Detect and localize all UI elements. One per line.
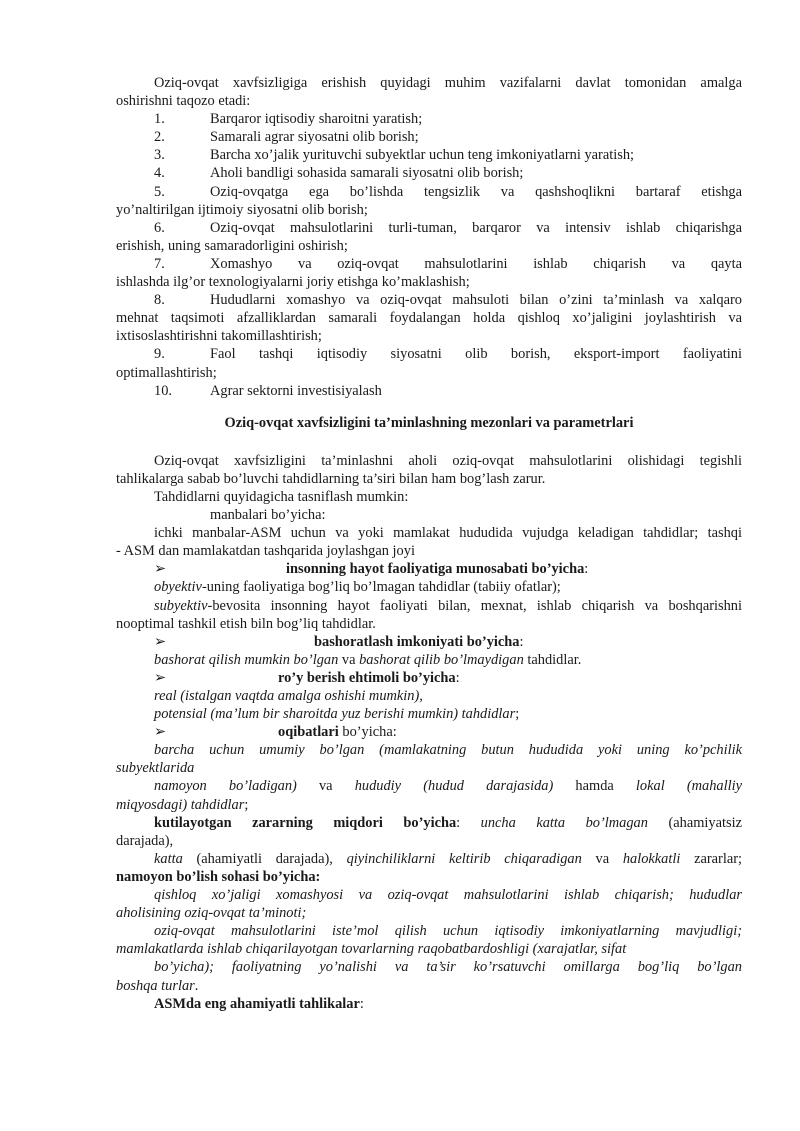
- item-text: Hududlarni xomashyo va oziq-ovqat mahsuloti bilan o’zini ta’minlash va xalqaro: [210, 292, 742, 309]
- arrow-bullet-icon: ➢: [154, 633, 167, 650]
- paragraph: [116, 958, 742, 976]
- paragraph: [116, 452, 742, 470]
- paragraph: potensial (ma’lum bir sharoitda yuz berishi mumkin) tahdidlar;: [154, 706, 520, 723]
- text: tahdidlar.: [523, 651, 582, 668]
- bold-line: namoyon bo’lish sohasi bo’yicha:: [116, 868, 321, 885]
- paragraph: [116, 886, 742, 904]
- italic-text: bashorat qilib bo’lmaydigan: [359, 651, 524, 668]
- paragraph-line: subyektlarida: [116, 760, 195, 777]
- paragraph-line: ichki manbalar-ASM uchun va yoki mamlakat hududida vujudga keladigan tahdidlar; tashqi: [154, 525, 742, 542]
- text: hamda: [553, 778, 636, 795]
- italic-text: qiyinchiliklarni keltirib chiqaradigan: [346, 850, 582, 867]
- text: va: [296, 778, 355, 795]
- intro-line: Oziq-ovqat xavfsizligiga erishish quyidagi muhim vazifalarni davlat tomonidan amalga: [154, 75, 742, 91]
- bullet-heading: bashoratlash imkoniyati bo’yicha: [314, 633, 520, 650]
- paragraph-line: darajada),: [116, 832, 174, 849]
- item-text: Barcha xo’jalik yurituvchi subyektlar uchun teng imkoniyatlarni yaratish;: [210, 147, 635, 164]
- paragraph-line: barcha uchun umumiy bo’lgan (mamlakatning butun hududida yoki uning ko’pchilik: [154, 742, 742, 759]
- bullet-item: ➢ bashoratlash imkoniyati bo’yicha:: [154, 633, 524, 650]
- arrow-bullet-icon: ➢: [154, 561, 167, 578]
- classification-label: manbalari bo’yicha:: [210, 507, 326, 524]
- bold-text: kutilayotgan zararning miqdori bo’yicha: [154, 814, 457, 831]
- list-item: [116, 219, 742, 237]
- item-text: Samarali agrar siyosatni olib borish;: [210, 129, 419, 146]
- italic-text: potensial (ma’lum bir sharoitda yuz berishi mumkin) tahdidlar: [154, 706, 516, 723]
- item-text: Oziq-ovqatga ega bo’lishda tengsizlik va qashshoqlikni bartaraf etishga: [210, 183, 742, 200]
- item-number: 3.: [154, 147, 165, 164]
- italic-text: uncha katta bo’lmagan: [480, 814, 648, 831]
- paragraph-line: miqyosdagi) tahdidlar;: [116, 796, 249, 813]
- list-item: [116, 128, 742, 146]
- paragraph: [116, 578, 742, 596]
- list-item: [116, 183, 742, 201]
- paragraph-line: - ASM dan mamlakatdan tashqarida joylashgan joyi: [116, 543, 415, 560]
- italic-text: namoyon bo’ladigan): [154, 778, 297, 795]
- bullet-item: [116, 723, 742, 741]
- list-item: [116, 382, 742, 400]
- paragraph-line: nooptimal tashkil etish biln bog’liq tahdidlar.: [116, 615, 376, 632]
- item-text-cont: erishish, uning samaradorligini oshirish;: [116, 237, 348, 254]
- item-text-cont: optimallashtirish;: [116, 364, 217, 381]
- list-item: [116, 345, 742, 363]
- italic-text: miqyosdagi) tahdidlar: [116, 796, 245, 813]
- paragraph-line: mamlakatlarda ishlab chiqarilayotgan tovarlarning raqobatbardoshligi (xarajatlar, sifat: [116, 941, 627, 958]
- list-item: [116, 146, 742, 164]
- paragraph-line: boshqa turlar.: [116, 977, 199, 994]
- arrow-bullet-icon: ➢: [154, 724, 167, 741]
- intro-paragraph: [116, 74, 742, 92]
- term: obyektiv: [154, 579, 202, 596]
- text: bo’yicha:: [338, 724, 397, 741]
- list-item: [116, 291, 742, 309]
- item-number: 9.: [154, 346, 165, 363]
- bullet-heading: oqibatlari: [278, 724, 339, 741]
- item-number: 6.: [154, 219, 165, 236]
- paragraph-line: qishloq xo’jaligi xomashyosi va oziq-ovqat mahsulotlarini ishlab chiqarish; hududlar: [154, 887, 742, 904]
- bullet-item: ➢ insonning hayot faoliyatiga munosabati bo’yicha:: [154, 561, 589, 578]
- text: va: [581, 850, 623, 867]
- text: (ahamiyatli darajada),: [182, 850, 347, 867]
- paragraph-line: oziq-ovqat mahsulotlarini iste’mol qilish uchun iqtisodiy imkoniyatlarning mavjudligi;: [154, 923, 742, 940]
- item-number: 4.: [154, 165, 165, 182]
- item-text-cont: yo’naltirilgan ijtimoiy siyosatni olib borish;: [116, 201, 368, 218]
- item-text: Agrar sektorni investisiyalash: [210, 382, 382, 399]
- italic-text: bashorat qilish mumkin bo’lgan: [154, 651, 339, 668]
- definition: -uning faoliyatiga bog’liq bo’lmagan tahdidlar (tabiiy ofatlar);: [201, 579, 561, 596]
- item-number: 8.: [154, 292, 165, 309]
- text: (ahamiyatsiz: [647, 814, 742, 831]
- item-number: 2.: [154, 129, 165, 146]
- italic-text: hududiy (hudud darajasida): [354, 778, 554, 795]
- paragraph-line: Oziq-ovqat xavfsizligini ta’minlashni aholi oziq-ovqat mahsulotlarini olishidagi tegishli: [154, 452, 742, 469]
- item-text: Aholi bandligi sohasida samarali siyosatni olib borish;: [210, 165, 524, 182]
- paragraph-line: bo’yicha); faoliyatning yo’nalishi va ta’sir ko’rsatuvchi omillarga bog’liq bo’lgan: [154, 959, 742, 976]
- list-item: [116, 255, 742, 273]
- list-item: [116, 110, 742, 128]
- item-text: Barqaror iqtisodiy sharoitni yaratish;: [210, 111, 423, 128]
- list-item: [116, 164, 742, 182]
- paragraph: real (istalgan vaqtda amalga oshishi mumkin),: [154, 688, 423, 704]
- item-text: Faol tashqi iqtisodiy siyosatni olib borish, eksport-import faoliyatini: [210, 346, 742, 363]
- item-number: 10.: [154, 382, 172, 399]
- paragraph: [116, 777, 742, 795]
- section-heading: Oziq-ovqat xavfsizligini ta’minlashning mezonlari va parametrlari: [224, 414, 634, 431]
- item-text-cont: mehnat taqsimoti afzalliklardan samarali foydalangan holda qishloq xo’jaligini joylashtirish va: [116, 310, 742, 327]
- task-list: [116, 110, 742, 400]
- intro-paragraph-cont: oshirishni taqozo etadi:: [116, 93, 251, 110]
- bold-text: ASMda eng ahamiyatli tahlikalar: [154, 995, 360, 1012]
- term: subyektiv: [154, 597, 208, 614]
- paragraph: [116, 597, 742, 615]
- bullet-heading: insonning hayot faoliyatiga munosabati bo’yicha: [286, 561, 585, 578]
- item-text: Oziq-ovqat mahsulotlarini turli-tuman, barqaror va intensiv ishlab chiqarishga: [210, 219, 742, 236]
- paragraph: [116, 651, 742, 669]
- paragraph: ASMda eng ahamiyatli tahlikalar:: [154, 995, 364, 1012]
- item-text: Xomashyo va oziq-ovqat mahsulotlarini ishlab chiqarish va qayta: [210, 255, 742, 272]
- item-number: 1.: [154, 111, 165, 128]
- arrow-bullet-icon: ➢: [154, 669, 167, 686]
- paragraph: [116, 850, 742, 868]
- document-page: [116, 74, 742, 1013]
- bullet-heading: ro’y berish ehtimoli bo’yicha: [278, 669, 456, 686]
- paragraph: [116, 524, 742, 542]
- paragraph: Tahdidlarni quyidagicha tasniflash mumkin:: [154, 488, 409, 505]
- definition: -bevosita insonning hayot faoliyati bilan, mexnat, ishlab chiqarish va boshqarishni: [207, 597, 742, 614]
- item-number: 7.: [154, 255, 165, 272]
- italic-text: halokkatli: [622, 850, 681, 867]
- paragraph: [116, 741, 742, 759]
- bullet-item: ➢ ro’y berish ehtimoli bo’yicha:: [154, 669, 460, 686]
- paragraph-line: tahlikalarga sabab bo’luvchi tahdidlarning ta’siri bilan ham bog’lash zarur.: [116, 470, 546, 487]
- item-text-cont: ishlashda ilg’or texnologiyalarni joriy etishga ko’maklashish;: [116, 274, 470, 291]
- text: zararlar;: [680, 850, 743, 867]
- italic-text: boshqa turlar: [116, 977, 195, 994]
- paragraph: kutilayotgan zararning miqdori bo’yicha: uncha katta bo’lmagan (ahamiyatsiz: [154, 814, 742, 831]
- paragraph: [116, 922, 742, 940]
- text: va: [338, 651, 360, 668]
- item-text-cont: ixtisoslashtirishni takomillashtirish;: [116, 328, 322, 345]
- italic-text: katta: [154, 850, 183, 867]
- item-number: 5.: [154, 183, 165, 200]
- paragraph-line: aholisining oziq-ovqat ta’minoti;: [116, 905, 307, 922]
- italic-text: lokal (mahalliy: [635, 778, 742, 795]
